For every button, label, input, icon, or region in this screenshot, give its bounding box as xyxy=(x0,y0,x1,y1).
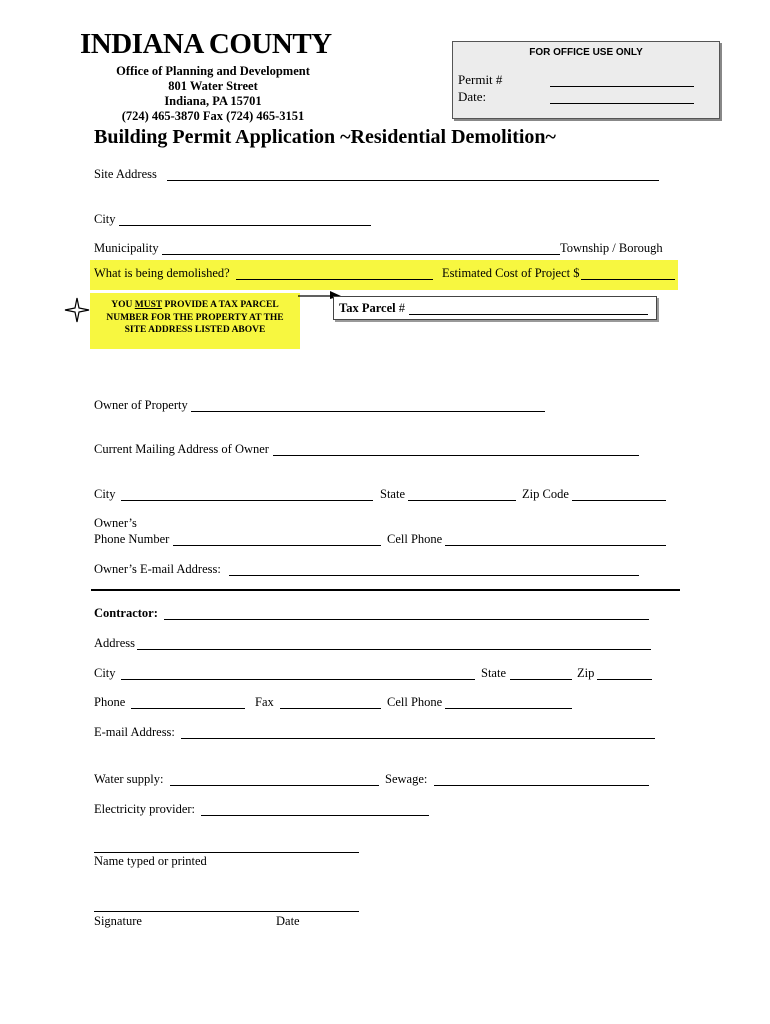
signature-date-label: Date xyxy=(276,914,300,928)
owner-field[interactable] xyxy=(191,411,545,412)
office-info xyxy=(96,64,330,124)
tax-parcel-notice-text xyxy=(90,299,300,337)
contractor-email-label: E-mail Address: xyxy=(94,725,175,739)
contractor-email-field[interactable] xyxy=(181,738,655,739)
owner-zip-field[interactable] xyxy=(572,500,666,501)
date-field[interactable] xyxy=(550,103,694,104)
tax-parcel-field[interactable] xyxy=(409,314,648,315)
contractor-phone-field[interactable] xyxy=(131,708,245,709)
owner-cell-field[interactable] xyxy=(445,545,666,546)
owner-cell-label: Cell Phone xyxy=(387,532,443,546)
site-city-label: City xyxy=(94,212,116,226)
mailing-address-label: Current Mailing Address of Owner xyxy=(94,442,269,456)
name-field[interactable] xyxy=(94,852,359,853)
star-icon xyxy=(64,297,90,323)
water-supply-field[interactable] xyxy=(170,785,379,786)
owner-zip-label: Zip Code xyxy=(522,487,569,501)
office-use-title: FOR OFFICE USE ONLY xyxy=(529,47,643,58)
notice-line1-end: PROVIDE A TAX PARCEL xyxy=(162,300,279,310)
tax-parcel-label xyxy=(339,301,405,316)
contractor-state-label: State xyxy=(481,666,506,680)
owner-email-field[interactable] xyxy=(229,575,639,576)
water-supply-label: Water supply: xyxy=(94,772,164,786)
notice-line2: NUMBER FOR THE PROPERTY AT THE xyxy=(106,312,284,323)
contractor-state-field[interactable] xyxy=(510,679,572,680)
owner-state-label: State xyxy=(380,487,405,501)
township-borough-label: Township / Borough xyxy=(560,241,663,255)
contractor-city-label: City xyxy=(94,666,116,680)
office-city: Indiana, PA 15701 xyxy=(164,94,262,108)
county-title: INDIANA COUNTY xyxy=(80,28,332,60)
contractor-zip-label: Zip xyxy=(577,666,595,680)
mailing-address-field[interactable] xyxy=(273,455,639,456)
tax-parcel-bold: Tax Parcel xyxy=(339,301,396,315)
date-label: Date: xyxy=(458,89,487,104)
contractor-cell-label: Cell Phone xyxy=(387,695,443,709)
contractor-fax-label: Fax xyxy=(255,695,274,709)
sewage-label: Sewage: xyxy=(385,772,428,786)
contractor-fax-field[interactable] xyxy=(280,708,381,709)
sewage-field[interactable] xyxy=(434,785,649,786)
owner-email-label: Owner’s E-mail Address: xyxy=(94,562,221,576)
owner-city-label: City xyxy=(94,487,116,501)
contractor-cell-field[interactable] xyxy=(445,708,572,709)
municipality-label: Municipality xyxy=(94,241,159,255)
contractor-phone-label: Phone xyxy=(94,695,126,709)
contractor-address-field[interactable] xyxy=(137,649,651,650)
office-use-box xyxy=(452,41,720,119)
permit-label: Permit # xyxy=(458,72,503,87)
electricity-label: Electricity provider: xyxy=(94,802,196,816)
estimated-cost-label: Estimated Cost of Project $ xyxy=(442,266,580,280)
site-address-field[interactable] xyxy=(167,180,659,181)
contractor-label: Contractor: xyxy=(94,606,158,620)
owners-label: Owner’s xyxy=(94,516,137,530)
contractor-zip-field[interactable] xyxy=(597,679,652,680)
tax-parcel-hash: # xyxy=(395,301,405,315)
office-name: Office of Planning and Development xyxy=(116,64,310,78)
contractor-field[interactable] xyxy=(164,619,649,620)
municipality-field[interactable] xyxy=(162,254,560,255)
tax-parcel-box xyxy=(333,296,657,320)
notice-must: MUST xyxy=(134,300,163,310)
contractor-city-field[interactable] xyxy=(121,679,475,680)
notice-line1-start: YOU xyxy=(111,300,135,310)
section-divider xyxy=(91,589,680,591)
permit-field[interactable] xyxy=(550,86,694,87)
owner-state-field[interactable] xyxy=(408,500,516,501)
site-city-field[interactable] xyxy=(119,225,371,226)
signature-label: Signature xyxy=(94,914,142,928)
site-address-label: Site Address xyxy=(94,167,157,181)
electricity-field[interactable] xyxy=(201,815,429,816)
signature-field[interactable] xyxy=(94,911,359,912)
office-phone-fax: (724) 465-3870 Fax (724) 465-3151 xyxy=(121,109,305,123)
owner-phone-field[interactable] xyxy=(173,545,381,546)
form-title: Building Permit Application ~Residential Demolition~ xyxy=(94,126,556,148)
owner-city-field[interactable] xyxy=(121,500,373,501)
notice-line3: SITE ADDRESS LISTED ABOVE xyxy=(124,325,266,335)
estimated-cost-field[interactable] xyxy=(581,279,675,280)
demolished-field[interactable] xyxy=(236,279,433,280)
office-street: 801 Water Street xyxy=(168,79,258,93)
name-label: Name typed or printed xyxy=(94,854,207,868)
contractor-address-label: Address xyxy=(94,636,135,650)
owner-label: Owner of Property xyxy=(94,398,188,412)
owner-phone-label: Phone Number xyxy=(94,532,170,546)
demolished-label: What is being demolished? xyxy=(94,266,230,280)
